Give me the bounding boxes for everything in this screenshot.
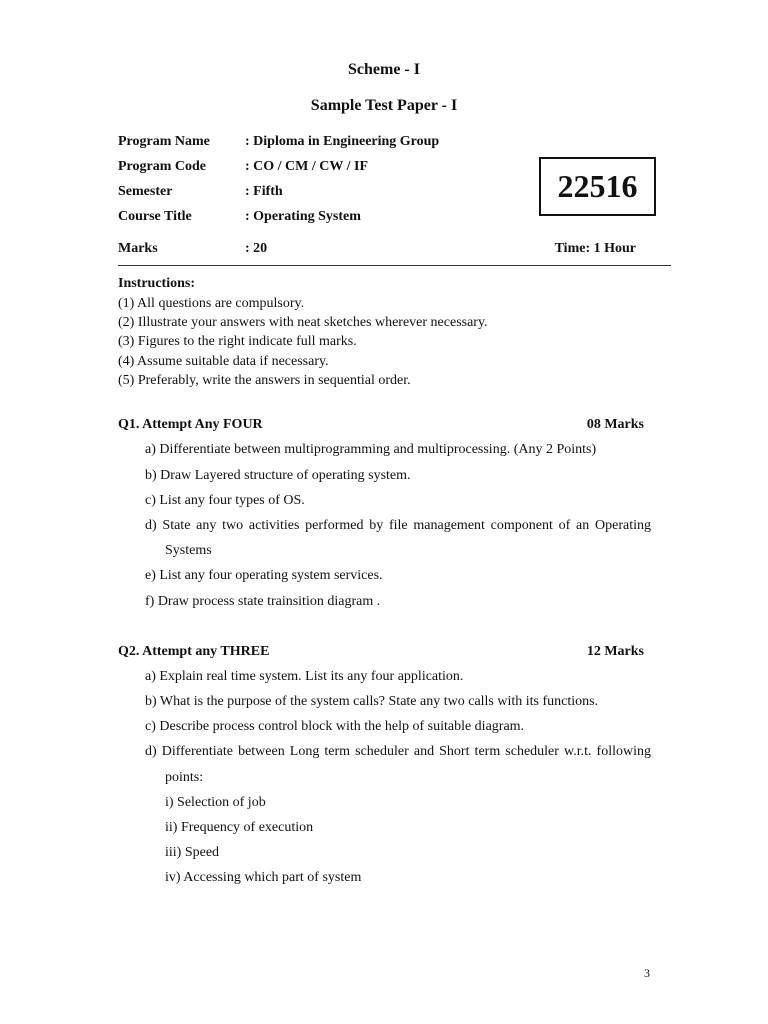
paper-title: Sample Test Paper - I (310, 97, 458, 114)
program-code-label: Program Code (118, 159, 206, 174)
q2-subpoint: iii) Speed (165, 845, 220, 860)
q1-item-d-cont: Systems (165, 543, 212, 558)
q2-subpoint: iv) Accessing which part of system (165, 870, 362, 885)
q1-item-e: e) List any four operating system services. (145, 568, 383, 583)
scheme-title: Scheme - I (348, 61, 420, 78)
q1-item-b: b) Draw Layered structure of operating system. (145, 468, 411, 483)
q1-item-d: d) State any two activities performed by file management component of an Operating (145, 518, 651, 533)
header-divider (118, 265, 671, 266)
q1-marks: 08 Marks (586, 417, 644, 432)
marks-value: : 20 (245, 241, 268, 256)
q2-item-c: c) Describe process control block with the help of suitable diagram. (145, 719, 525, 734)
course-title-value: : Operating System (245, 209, 361, 224)
time-duration: Time: 1 Hour (554, 241, 636, 256)
q1-item-c: c) List any four types of OS. (145, 493, 305, 508)
q2-marks: 12 Marks (586, 644, 644, 659)
q2-subpoint: i) Selection of job (165, 795, 266, 810)
instruction-item: (4) Assume suitable data if necessary. (118, 354, 329, 369)
program-name-value: : Diploma in Engineering Group (245, 134, 440, 149)
q1-item-f: f) Draw process state trainsition diagram . (145, 594, 381, 609)
program-code-value: : CO / CM / CW / IF (245, 159, 369, 174)
q1-heading: Q1. Attempt Any FOUR (118, 417, 263, 432)
q2-item-a: a) Explain real time system. List its any four application. (145, 669, 464, 684)
page-number: 3 (644, 966, 650, 980)
program-name-label: Program Name (118, 134, 210, 149)
instruction-item: (2) Illustrate your answers with neat sketches wherever necessary. (118, 315, 488, 330)
q1-item-a: a) Differentiate between multiprogramming and multiprocessing. (Any 2 Points) (145, 442, 597, 457)
instruction-item: (1) All questions are compulsory. (118, 296, 305, 311)
q2-heading: Q2. Attempt any THREE (118, 644, 270, 659)
semester-label: Semester (118, 184, 173, 199)
marks-label: Marks (118, 241, 158, 256)
q2-item-b: b) What is the purpose of the system calls? State any two calls with its functions. (145, 694, 599, 709)
course-title-label: Course Title (118, 209, 192, 224)
course-code-box: 22516 (539, 157, 656, 216)
instruction-item: (3) Figures to the right indicate full marks. (118, 334, 357, 349)
q2-item-d-cont: points: (165, 770, 204, 785)
q2-subpoint: ii) Frequency of execution (165, 820, 314, 835)
q2-item-d: d) Differentiate between Long term scheduler and Short term scheduler w.r.t. following (145, 744, 651, 759)
semester-value: : Fifth (245, 184, 283, 199)
instruction-item: (5) Preferably, write the answers in sequential order. (118, 373, 411, 388)
instructions-heading: Instructions: (118, 276, 196, 291)
